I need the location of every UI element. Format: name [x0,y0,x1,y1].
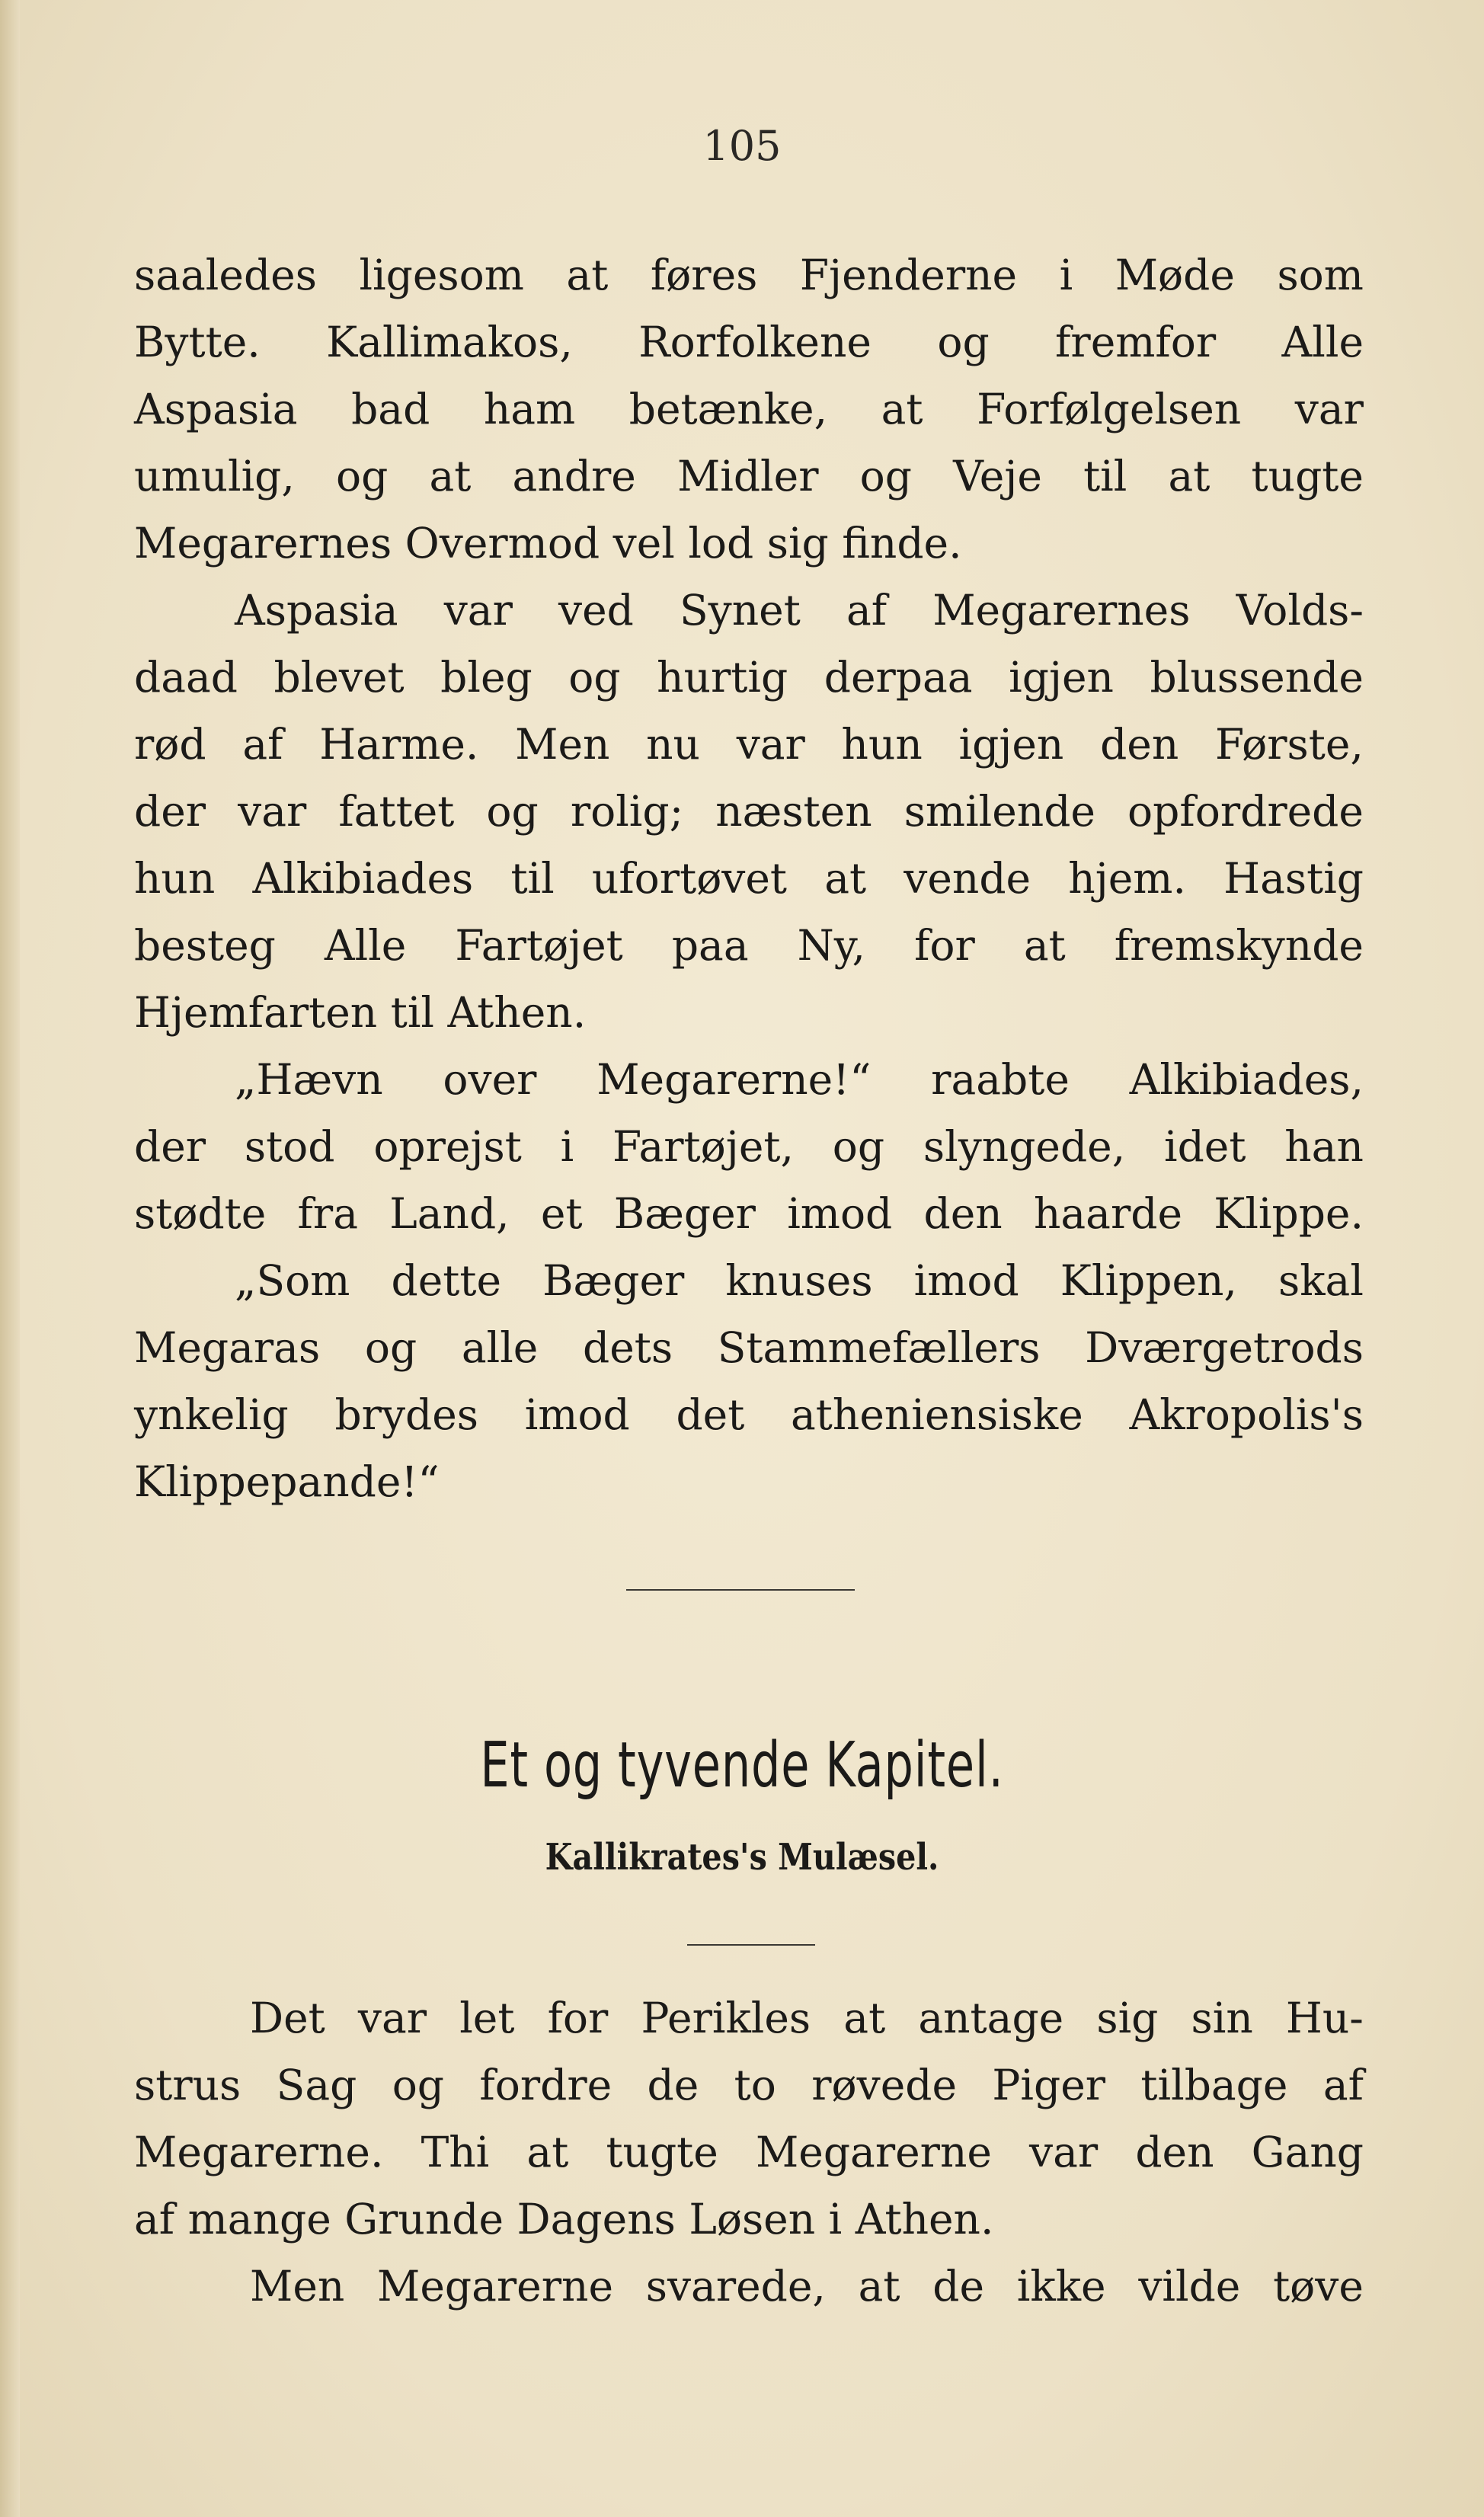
text-line [134,446,1364,506]
line-text: Megarerne. Thi at tugte Megarerne var den Gang [134,2128,1364,2176]
line-text: strus Sag og fordre de to røvede Piger tilbage af [134,2061,1364,2109]
text-line [250,2256,1364,2316]
line-text: daad blevet bleg og hurtig derpaa igjen blussende [134,653,1364,702]
line-text: „Hævn over Megarerne!“ raabte Alkibiades, [235,1055,1364,1104]
text-line [134,379,1364,439]
text-line [134,312,1364,372]
line-text: saaledes ligesom at føres Fjenderne i Møde som [134,251,1364,299]
line-text: hun Alkibiades til ufortøvet at vende hjem. Hastig [134,854,1364,903]
section-divider [626,1589,855,1591]
line-text: der var fattet og rolig; næsten smilende opfordrede [134,787,1364,836]
body-text [134,0,1364,2517]
text-line [134,1184,1364,1243]
subtitle-divider [687,1944,815,1946]
text-line: af mange Grunde Dagens Løsen i Athen. [134,2195,994,2244]
line-text: „Som dette Bæger knuses imod Klippen, skal [235,1256,1364,1305]
text-line [134,648,1364,707]
line-text: Bytte. Kallimakos, Rorfolkene og fremfor Alle [134,318,1364,366]
text-line: Megarernes Overmod vel lod sig finde. [134,519,962,568]
text-line [134,1385,1364,1444]
text-line [235,1050,1364,1109]
text-line [235,1251,1364,1310]
line-text: Aspasia var ved Synet af Megarernes Volds- [235,586,1364,635]
line-text: rød af Harme. Men nu var hun igjen den Første, [134,720,1364,769]
text-line [134,2122,1364,2182]
text-line [134,245,1364,305]
text-line [134,916,1364,975]
text-line: Klippepande!“ [134,1457,440,1506]
chapter-subtitle: Kallikrates's Mulæsel. [545,1836,939,1879]
text-line [250,1988,1364,2048]
line-text: stødte fra Land, et Bæger imod den haarde Klippe. [134,1189,1364,1238]
chapter-title: Et og tyvende Kapitel. [480,1729,1004,1802]
text-line [134,1117,1364,1176]
text-line [134,1318,1364,1377]
text-line [134,715,1364,774]
page-gutter-shadow [0,0,20,2517]
page-number: 105 [702,122,782,170]
line-text: besteg Alle Fartøjet paa Ny, for at fremskynde [134,921,1364,970]
text-line [134,782,1364,841]
line-text: Megaras og alle dets Stammefællers Dværgetrods [134,1323,1364,1372]
text-line: Hjemfarten til Athen. [134,988,587,1037]
text-line [134,2055,1364,2115]
line-text: Aspasia bad ham betænke, at Forfølgelsen var [134,385,1364,433]
line-text: Det var let for Perikles at antage sig sin Hu- [250,1994,1364,2042]
line-text: umulig, og at andre Midler og Veje til at tugte [134,452,1364,501]
line-text: Men Megarerne svarede, at de ikke vilde tøve [250,2262,1364,2311]
text-line [235,580,1364,640]
line-text: der stod oprejst i Fartøjet, og slyngede, idet han [134,1122,1364,1171]
line-text: ynkelig brydes imod det atheniensiske Akropolis's [134,1390,1364,1439]
text-line [134,849,1364,908]
